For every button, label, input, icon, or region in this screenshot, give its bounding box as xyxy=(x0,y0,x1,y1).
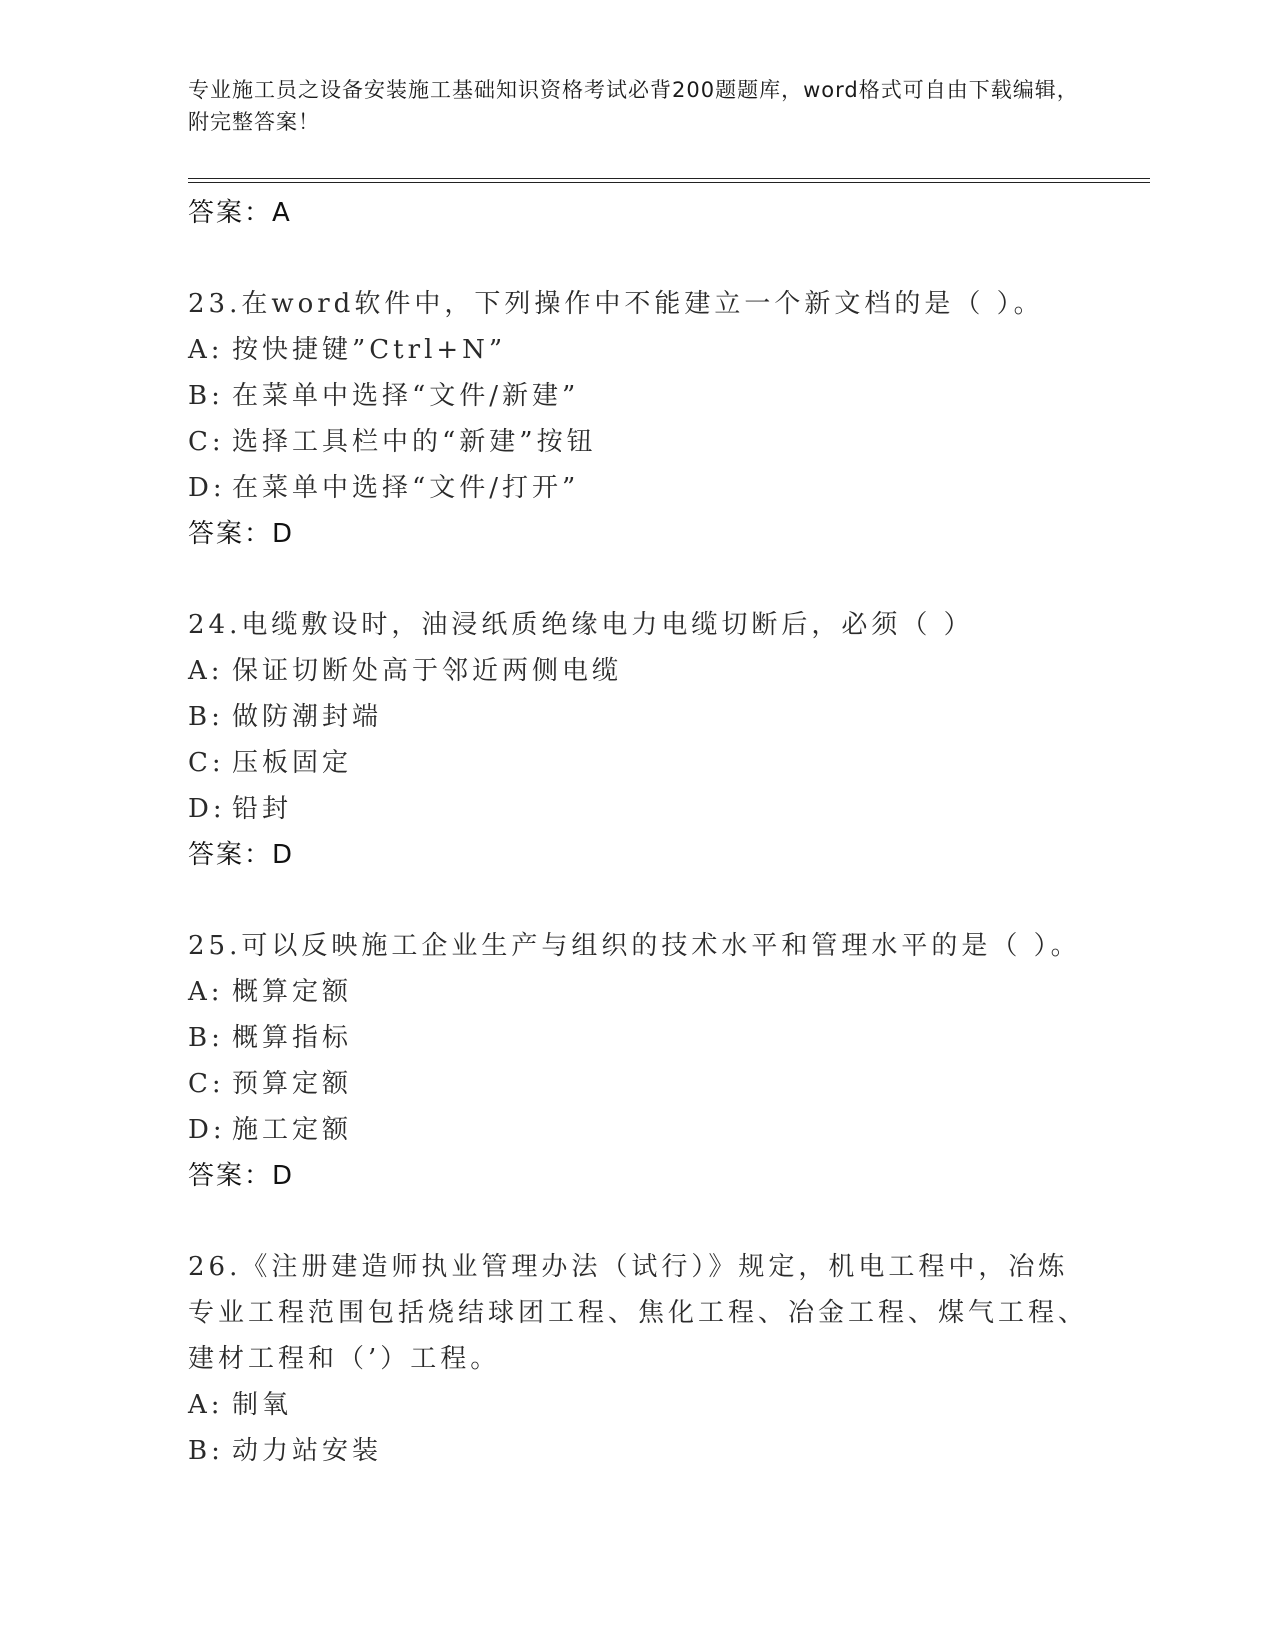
option-key: A: xyxy=(188,1390,224,1420)
option-c xyxy=(188,1061,1088,1107)
option-text: 做防潮封端 xyxy=(232,702,383,732)
option-text: 压板固定 xyxy=(232,748,353,778)
option-text: 概算指标 xyxy=(232,1023,353,1053)
option-key: C: xyxy=(188,1069,225,1099)
header-divider xyxy=(188,178,1150,183)
option-c xyxy=(188,740,1088,786)
option-text: 动力站安装 xyxy=(232,1436,383,1466)
option-text: 概算定额 xyxy=(232,977,353,1007)
option-key: A: xyxy=(188,977,224,1007)
option-d xyxy=(188,786,1088,832)
question-25 xyxy=(188,923,1088,1199)
option-text: 在菜单中选择“文件/新建” xyxy=(232,381,580,411)
header-title: 专业施工员之设备安装施工基础知识资格考试必背200题题库，word格式可自由下载编辑，附完整答案！ xyxy=(188,78,1079,134)
option-a xyxy=(188,327,1088,373)
option-key: A: xyxy=(188,656,224,686)
option-key: B: xyxy=(188,381,224,411)
answer-line: 答案：D xyxy=(188,840,295,870)
option-d xyxy=(188,465,1088,511)
option-text: 保证切断处高于邻近两侧电缆 xyxy=(232,656,623,686)
question-24 xyxy=(188,602,1088,878)
option-text: 铅封 xyxy=(232,794,293,824)
option-a xyxy=(188,648,1088,694)
option-a xyxy=(188,969,1088,1015)
option-key: A: xyxy=(188,335,224,365)
question-23 xyxy=(188,281,1088,557)
option-text: 预算定额 xyxy=(232,1069,353,1099)
document-header xyxy=(188,74,1088,138)
option-key: C: xyxy=(188,427,225,457)
question-26 xyxy=(188,1244,1088,1474)
option-key: D: xyxy=(188,1115,226,1145)
question-text: 23.在word软件中，下列操作中不能建立一个新文档的是（ ）。 xyxy=(188,289,1044,319)
option-b xyxy=(188,1015,1088,1061)
answer-line: 答案：A xyxy=(188,198,292,228)
option-key: C: xyxy=(188,748,225,778)
option-key: B: xyxy=(188,1436,224,1466)
option-d xyxy=(188,1107,1088,1153)
option-key: D: xyxy=(188,794,226,824)
option-b xyxy=(188,373,1088,419)
option-b xyxy=(188,694,1088,740)
option-text: 选择工具栏中的“新建”按钮 xyxy=(232,427,597,457)
answer-line: 答案：D xyxy=(188,1161,295,1191)
document-body xyxy=(188,190,1088,1474)
option-c xyxy=(188,419,1088,465)
option-key: D: xyxy=(188,473,226,503)
option-a xyxy=(188,1382,1088,1428)
option-text: 在菜单中选择“文件/打开” xyxy=(232,473,580,503)
answer-line: 答案：D xyxy=(188,519,295,549)
option-text: 制氧 xyxy=(232,1390,293,1420)
option-b xyxy=(188,1428,1088,1474)
option-key: B: xyxy=(188,1023,224,1053)
option-key: B: xyxy=(188,702,224,732)
question-text: 26.《注册建造师执业管理办法（试行）》规定，机电工程中，冶炼专业工程范围包括烧结球团工程、焦化工程、冶金工程、煤气工程、建材工程和（’）工程。 xyxy=(188,1252,1089,1374)
question-text: 25.可以反映施工企业生产与组织的技术水平和管理水平的是（ ）。 xyxy=(188,931,1081,961)
option-text: 按快捷键”Ctrl+N” xyxy=(232,335,507,365)
question-text: 24.电缆敷设时，油浸纸质绝缘电力电缆切断后，必须（ ） xyxy=(188,610,974,640)
option-text: 施工定额 xyxy=(232,1115,353,1145)
